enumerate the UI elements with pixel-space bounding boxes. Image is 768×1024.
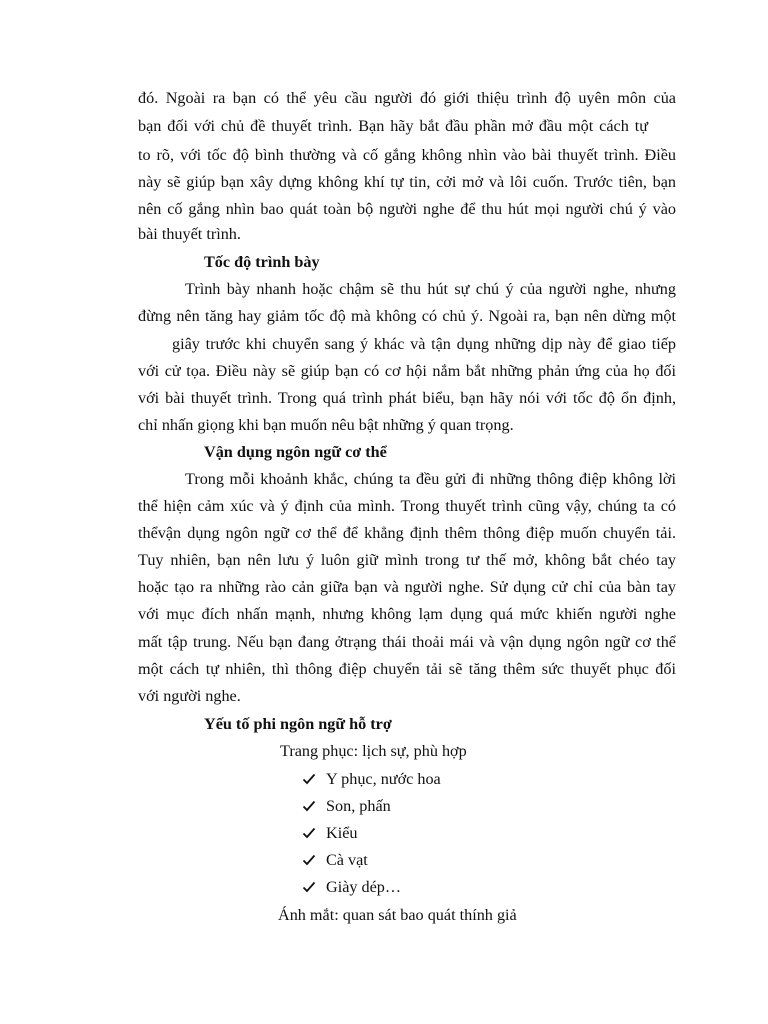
paragraph-line: Trong mỗi khoảnh khắc, chúng ta đều gửi đi những thông điệp không lời bbox=[185, 470, 676, 488]
paragraph-line: thểvận dụng ngôn ngữ cơ thể để khẳng định thêm thông điệp muốn chuyển tải. bbox=[138, 524, 676, 542]
paragraph-line: thể hiện cảm xúc và ý định của mình. Trong thuyết trình cũng vậy, chúng ta có bbox=[138, 497, 676, 515]
section-heading: Tốc độ trình bày bbox=[204, 253, 320, 271]
paragraph-line: nên cố gắng nhìn bao quát toàn bộ người nghe để thu hút mọi người chú ý vào bbox=[138, 200, 676, 218]
paragraph-line: to rõ, với tốc độ bình thường và cố gắng không nhìn vào bài thuyết trình. Điều bbox=[138, 146, 676, 164]
checklist-item: Giày dép… bbox=[326, 878, 402, 896]
paragraph-line: giây trước khi chuyển sang ý khác và tận dụng những dịp này để giao tiếp bbox=[172, 335, 676, 353]
closing-line: Ánh mắt: quan sát bao quát thính giả bbox=[278, 906, 517, 924]
checkmark-icon bbox=[302, 853, 316, 867]
checkmark-icon bbox=[302, 772, 316, 786]
checklist-item: Y phục, nước hoa bbox=[326, 770, 441, 788]
paragraph-line: với cử tọa. Điều này sẽ giúp bạn có cơ hội nắm bắt những phản ứng của họ đối bbox=[138, 362, 676, 380]
paragraph-line: mất tập trung. Nếu bạn đang ởtrạng thái thoải mái và vận dụng ngôn ngữ cơ thể bbox=[138, 633, 676, 651]
checklist-item: Cà vạt bbox=[326, 851, 368, 869]
paragraph-line: với bài thuyết trình. Trong quá trình phát biểu, bạn hãy nói với tốc độ ổn định, bbox=[138, 389, 676, 407]
paragraph-line: này sẽ giúp bạn xây dựng không khí tự tin, cởi mở và lôi cuốn. Trước tiên, bạn bbox=[138, 173, 676, 191]
paragraph-line: đó. Ngoài ra bạn có thể yêu cầu người đó giới thiệu trình độ uyên môn của bbox=[138, 89, 676, 107]
checklist-item: Kiểu bbox=[326, 824, 358, 842]
section-heading: Yếu tố phi ngôn ngữ hỗ trợ bbox=[204, 715, 392, 733]
paragraph-line: với mục đích nhấn mạnh, nhưng không lạm dụng quá mức khiến người nghe bbox=[138, 605, 676, 623]
paragraph-line: bài thuyết trình. bbox=[138, 225, 241, 243]
checkmark-icon bbox=[302, 799, 316, 813]
subheading: Trang phục: lịch sự, phù hợp bbox=[280, 742, 467, 760]
paragraph-line: Tuy nhiên, bạn nên lưu ý luôn giữ mình trong tư thế mở, không bắt chéo tay bbox=[138, 551, 676, 569]
paragraph-line: đừng nên tăng hay giảm tốc độ mà không có chủ ý. Ngoài ra, bạn nên dừng một bbox=[138, 307, 676, 325]
paragraph-line: bạn đối với chủ đề thuyết trình. Bạn hãy bắt đầu phần mở đầu một cách tự bbox=[138, 117, 648, 135]
checklist-item: Son, phấn bbox=[326, 797, 391, 815]
paragraph-line: hoặc tạo ra những rào cản giữa bạn và người nghe. Sử dụng cử chỉ của bàn tay bbox=[138, 578, 676, 596]
paragraph-line: với người nghe. bbox=[138, 687, 241, 705]
checkmark-icon bbox=[302, 826, 316, 840]
paragraph-line: Trình bày nhanh hoặc chậm sẽ thu hút sự chú ý của người nghe, nhưng bbox=[185, 280, 676, 298]
paragraph-line: chỉ nhấn giọng khi bạn muốn nêu bật những ý quan trọng. bbox=[138, 416, 514, 434]
paragraph-line: một cách tự nhiên, thì thông điệp chuyển tải sẽ tăng thêm sức thuyết phục đối bbox=[138, 660, 676, 678]
section-heading: Vận dụng ngôn ngữ cơ thể bbox=[204, 443, 387, 461]
checkmark-icon bbox=[302, 880, 316, 894]
